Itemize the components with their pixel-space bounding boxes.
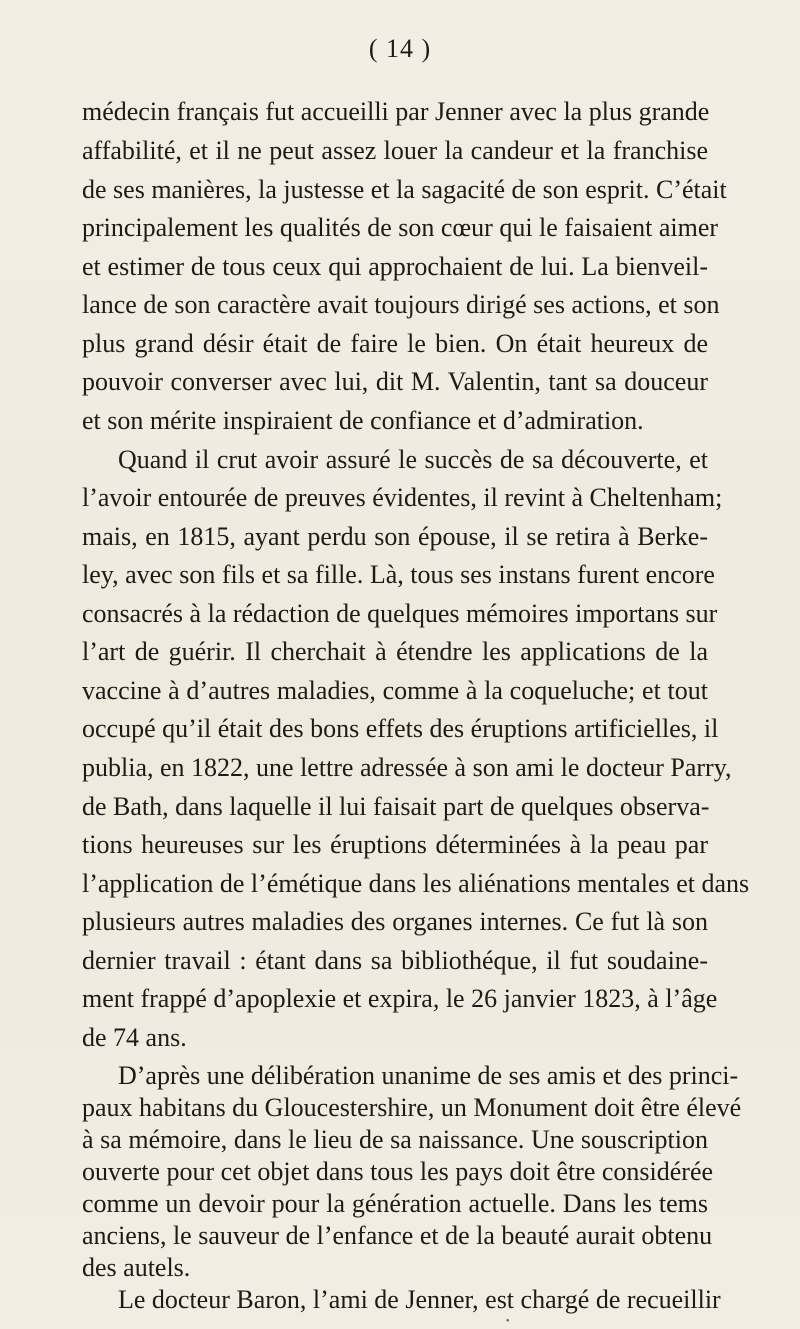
text-line: l’avoir entourée de preuves évidentes, il revint à Cheltenham; bbox=[82, 483, 723, 512]
text-line: lance de son caractère avait toujours dirigé ses actions, et son bbox=[82, 290, 720, 319]
page-number: ( 14 ) bbox=[368, 34, 432, 63]
text-line: publia, en 1822, une lettre adressée à son ami le docteur Parry, bbox=[82, 753, 732, 782]
text-line: l’application de l’émétique dans les aliénations mentales et dans bbox=[82, 869, 750, 898]
text-line: de ses manières, la justesse et la sagacité de son esprit. C’était bbox=[82, 175, 727, 204]
text-line: à sa mémoire, dans le lieu de sa naissance. Une souscription bbox=[82, 1125, 708, 1154]
text-line: mais, en 1815, ayant perdu son épouse, il se retira à Berke- bbox=[82, 522, 708, 551]
text-line: tions heureuses sur les éruptions déterminées à la peau par bbox=[82, 830, 708, 859]
text-line: plusieurs autres maladies des organes internes. Ce fut là son bbox=[82, 907, 708, 936]
text-line: occupé qu’il était des bons effets des éruptions artificielles, il bbox=[82, 714, 719, 743]
text-line: paux habitans du Gloucestershire, un Monument doit être élevé bbox=[82, 1093, 742, 1122]
text-line: vaccine à d’autres maladies, comme à la coqueluche; et tout bbox=[82, 676, 708, 705]
text-line: plus grand désir était de faire le bien. On était heureux de bbox=[82, 329, 708, 358]
text-line: médecin français fut accueilli par Jenner avec la plus grande bbox=[82, 97, 710, 126]
text-line: pouvoir converser avec lui, dit M. Valentin, tant sa douceur bbox=[82, 367, 708, 396]
text-line: anciens, le sauveur de l’enfance et de la beauté aurait obtenu bbox=[82, 1221, 713, 1250]
text-line: consacrés à la rédaction de quelques mémoires importans sur bbox=[82, 599, 718, 628]
text-line: des autels. bbox=[82, 1253, 191, 1282]
text-line: principalement les qualités de son cœur qui le faisaient aimer bbox=[82, 213, 719, 242]
text-line: ouverte pour cet objet dans tous les pays doit être considérée bbox=[82, 1157, 714, 1186]
text-line: et son mérite inspiraient de confiance et d’admiration. bbox=[82, 406, 644, 435]
text-line: dernier travail : étant dans sa bibliothéque, il fut soudaine- bbox=[82, 946, 708, 975]
text-line: comme un devoir pour la génération actuelle. Dans les tems bbox=[82, 1189, 708, 1218]
text-line: Quand il crut avoir assuré le succès de sa découverte, et bbox=[118, 445, 708, 474]
text-line: ley, avec son fils et sa fille. Là, tous ses instans furent encore bbox=[82, 560, 715, 589]
text-line: ment frappé d’apoplexie et expira, le 26 janvier 1823, à l’âge bbox=[82, 984, 718, 1013]
text-line: l’art de guérir. Il cherchait à étendre les applications de la bbox=[82, 637, 708, 666]
text-line: et estimer de tous ceux qui approchaient de lui. La bienveil- bbox=[82, 252, 708, 281]
text-line: de Bath, dans laquelle il lui faisait part de quelques observa- bbox=[82, 792, 710, 821]
footer-mark: • bbox=[506, 1316, 510, 1327]
text-line: de 74 ans. bbox=[82, 1023, 187, 1052]
text-line: affabilité, et il ne peut assez louer la candeur et la franchise bbox=[82, 136, 708, 165]
text-line: D’après une délibération unanime de ses amis et des princi- bbox=[118, 1061, 739, 1090]
text-line: Le docteur Baron, l’ami de Jenner, est chargé de recueillir bbox=[118, 1285, 721, 1314]
